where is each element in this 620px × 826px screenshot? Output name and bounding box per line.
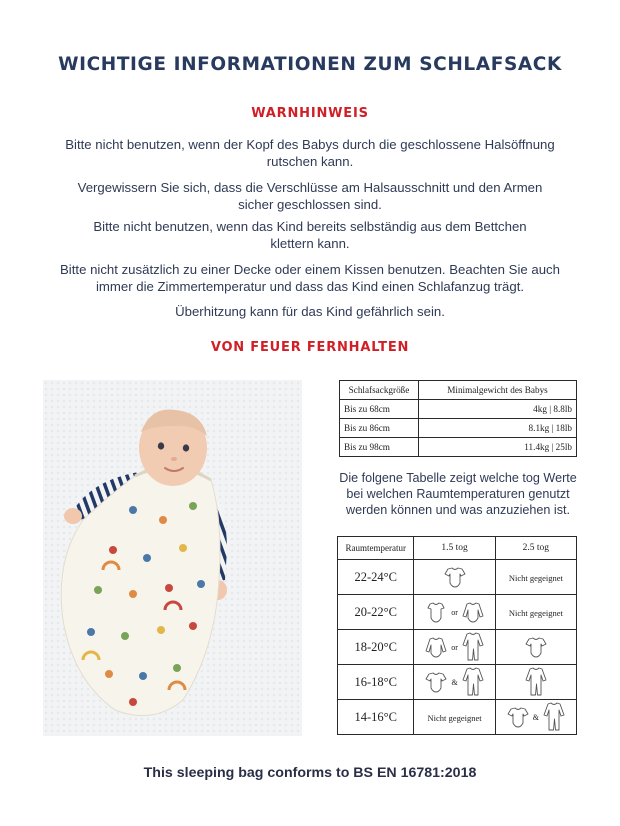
standard-compliance-footer: This sleeping bag conforms to BS EN 16781:2018 [143,765,477,781]
tog25-cell [495,560,576,595]
warning-paragraph-4: Bitte nicht zusätzlich zu einer Decke oder einem Kissen benutzen. Beachten Sie auch immer die Zimmertemperatur und dass das Kind einen Schlafanzug trägt. [60,262,560,294]
weight-header: Minimalgewicht des Babys [419,381,577,400]
temperature-cell: 22-24°C [338,560,414,595]
warning-paragraph-5: Überhitzung kann für das Kind gefährlich sein. [175,304,445,319]
tog25-header: 2.5 tog [495,537,576,560]
sleepsuit-icon [542,702,566,732]
tog25-cell [495,630,576,665]
tog15-cell [414,700,495,735]
not-suitable-label: Nicht gegeignet [508,573,563,583]
size-cell: Bis zu 68cm [340,400,419,419]
garment-separator: & [451,677,458,687]
fire-warning-heading: VON FEUER FERNHALTEN [210,340,410,355]
temperature-header: Raumtemperatur [338,537,414,560]
temperature-cell: 18-20°C [338,630,414,665]
weight-cell: 11.4kg | 25lb [419,438,577,457]
tog25-cell [495,665,576,700]
tog15-cell [414,560,495,595]
garment-separator: & [532,712,539,722]
garment-separator: or [451,607,458,617]
size-header: Schlafsackgröße [340,381,419,400]
not-suitable-label: Nicht gegeignet [427,713,482,723]
bodysuit-icon [524,636,548,659]
tog25-cell [495,700,576,735]
sleepsuit-icon [524,667,548,697]
weight-cell: 4kg | 8.8lb [419,400,577,419]
temperature-cell: 20-22°C [338,595,414,630]
size-cell: Bis zu 86cm [340,419,419,438]
bodysuit-long-icon [424,636,448,659]
bodysuit-icon [506,706,530,729]
weight-cell: 8.1kg | 18lb [419,419,577,438]
temperature-cell: 14-16°C [338,700,414,735]
not-suitable-label: Nicht gegeignet [508,608,563,618]
bodysuit-icon [424,671,448,694]
garment-separator: or [451,642,458,652]
bodysuit-icon [443,566,467,589]
warning-heading: WARNHINWEIS [251,106,369,121]
tog25-cell [495,595,576,630]
bodysuit-short-icon [424,601,448,624]
tog15-cell [414,665,495,700]
tog-note: Die folgene Tabelle zeigt welche tog Werte bei welchen Raumtemperaturen genutzt werden können und was anzuziehen ist. [339,471,577,517]
tog15-header: 1.5 tog [414,537,495,560]
warning-paragraph-1: Bitte nicht benutzen, wenn der Kopf des Babys durch die geschlossene Halsöffnung rutschen kann. [65,137,555,169]
bodysuit-long-icon [461,601,485,624]
size-table [339,380,577,457]
page-title: WICHTIGE INFORMATIONEN ZUM SCHLAFSACK [58,54,562,75]
warning-paragraph-2: Vergewissern Sie sich, dass die Verschlüsse am Halsausschnitt und den Armen sicher geschlossen sind. [77,180,543,212]
size-cell: Bis zu 98cm [340,438,419,457]
tog15-cell [414,630,495,665]
tog-table [337,536,577,735]
sleepsuit-icon [461,667,485,697]
tog15-cell [414,595,495,630]
temperature-cell: 16-18°C [338,665,414,700]
baby-photo [43,380,302,736]
warning-paragraph-3: Bitte nicht benutzen, wenn das Kind bereits selbständig aus dem Bettchen klettern kann. [93,219,527,251]
sleepsuit-icon [461,632,485,662]
